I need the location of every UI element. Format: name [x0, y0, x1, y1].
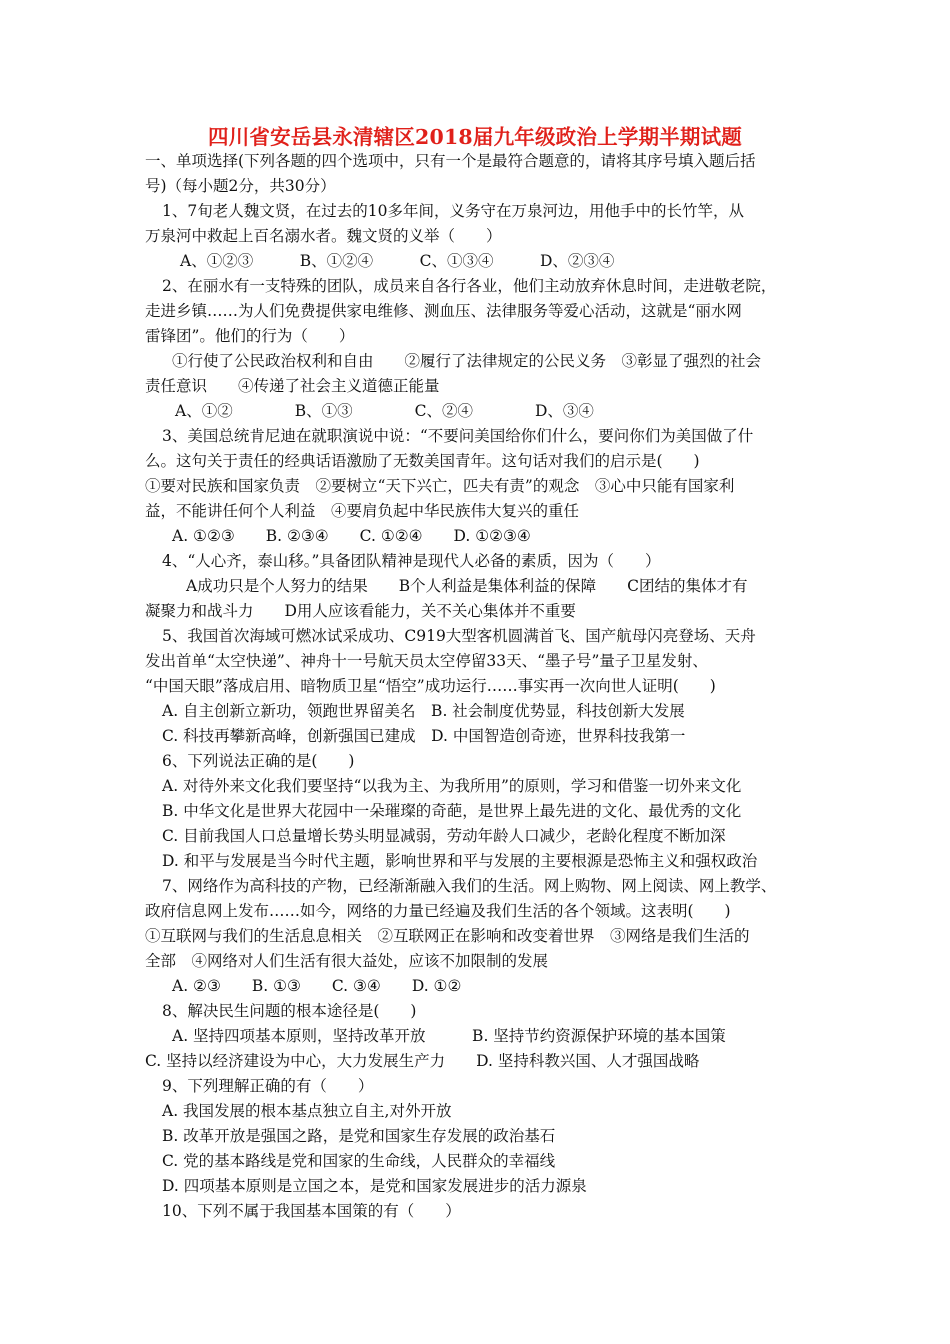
text-line: 6、下列说法正确的是( ): [162, 752, 355, 770]
text-line: 9、下列理解正确的有（ ）: [162, 1077, 374, 1095]
text-line: A. 自主创新立新功，领跑世界留美名 B. 社会制度优势显，科技创新大发展: [162, 702, 685, 720]
text-line: A成功只是个人努力的结果 B个人利益是集体利益的保障 C团结的集体才有: [186, 577, 748, 595]
text-line: A. ①②③ B. ②③④ C. ①②④ D. ①②③④: [172, 527, 531, 545]
text-line: “中国天眼”落成启用、暗物质卫星“悟空”成功运行……事实再一次向世人证明( ): [145, 677, 716, 695]
text-line: B. 中华文化是世界大花园中一朵璀璨的奇葩，是世界上最先进的文化、最优秀的文化: [162, 802, 742, 820]
text-line: 政府信息网上发布……如今，网络的力量已经遍及我们生活的各个领域。这表明( ): [145, 902, 731, 920]
text-line: 1、7旬老人魏文贤，在过去的10多年间，义务守在万泉河边，用他手中的长竹竿，从: [162, 202, 744, 220]
text-line: 雷锋团”。他们的行为（ ）: [145, 327, 355, 345]
text-line: 凝聚力和战斗力 D用人应该看能力，关不关心集体并不重要: [145, 602, 576, 620]
text-line: D. 和平与发展是当今时代主题，影响世界和平与发展的主要根源是恐怖主义和强权政治: [162, 852, 758, 870]
text-line: C. 目前我国人口总量增长势头明显减弱，劳动年龄人口减少，老龄化程度不断加深: [162, 827, 726, 845]
text-line: 4、“人心齐，泰山移。”具备团队精神是现代人必备的素质，因为（ ）: [162, 552, 661, 570]
text-line: ①行使了公民政治权利和自由 ②履行了法律规定的公民义务 ③彰显了强烈的社会: [172, 352, 762, 370]
text-line: ①互联网与我们的生活息息相关 ②互联网正在影响和改变着世界 ③网络是我们生活的: [145, 927, 750, 945]
text-line: 益，不能讲任何个人利益 ④要肩负起中华民族伟大复兴的重任: [145, 502, 580, 520]
text-line: 一、单项选择(下列各题的四个选项中，只有一个是最符合题意的，请将其序号填入题后括: [145, 152, 756, 170]
text-line: 5、我国首次海域可燃冰试采成功、C919大型客机圆满首飞、国产航母闪亮登场、天舟: [162, 627, 756, 645]
text-line: A、①②③ B、①②④ C、①③④ D、②③④: [180, 252, 615, 270]
text-line: C. 坚持以经济建设为中心，大力发展生产力 D. 坚持科教兴国、人才强国战略: [145, 1052, 700, 1070]
text-line: 发出首单“太空快递”、神舟十一号航天员太空停留33天、“墨子号”量子卫星发射、: [145, 652, 708, 670]
text-line: 号)（每小题2分，共30分）: [145, 177, 336, 195]
text-line: A. ②③ B. ①③ C. ③④ D. ①②: [172, 977, 462, 995]
text-line: 7、网络作为高科技的产物，已经渐渐融入我们的生活。网上购物、网上阅读、网上教学、: [162, 877, 777, 895]
text-line: 走进乡镇……为人们免费提供家电维修、测血压、法律服务等爱心活动，这就是“丽水网: [145, 302, 742, 320]
text-line: B. 改革开放是强国之路，是党和国家生存发展的政治基石: [162, 1127, 556, 1145]
text-line: 全部 ④网络对人们生活有很大益处，应该不加限制的发展: [145, 952, 549, 970]
text-line: ①要对民族和国家负责 ②要树立“天下兴亡，匹夫有责”的观念 ③心中只能有国家利: [145, 477, 735, 495]
text-line: A、①② B、①③ C、②④ D、③④: [175, 402, 594, 420]
text-line: 责任意识 ④传递了社会主义道德正能量: [145, 377, 440, 395]
text-line: C. 党的基本路线是党和国家的生命线，人民群众的幸福线: [162, 1152, 556, 1170]
text-line: 2、在丽水有一支特殊的团队，成员来自各行各业，他们主动放弃休息时间，走进敬老院，: [162, 277, 777, 295]
text-line: 10、下列不属于我国基本国策的有（ ）: [162, 1202, 461, 1220]
text-line: A. 对待外来文化我们要坚持“以我为主、为我所用”的原则，学习和借鉴一切外来文化: [162, 777, 742, 795]
text-line: 8、解决民生问题的根本途径是( ): [162, 1002, 417, 1020]
text-line: D. 四项基本原则是立国之本，是党和国家发展进步的活力源泉: [162, 1177, 587, 1195]
text-line: 么。这句关于责任的经典话语激励了无数美国青年。这句话对我们的启示是( ): [145, 452, 700, 470]
text-line: A. 坚持四项基本原则，坚持改革开放 B. 坚持节约资源保护环境的基本国策: [172, 1027, 726, 1045]
text-line: C. 科技再攀新高峰，创新强国已建成 D. 中国智造创奇迹，世界科技我第一: [162, 727, 686, 745]
document-title: 四川省安岳县永清辖区2018届九年级政治上学期半期试题: [208, 125, 742, 149]
text-line: 3、美国总统肯尼迪在就职演说中说：“不要问美国给你们什么，要问你们为美国做了什: [162, 427, 754, 445]
text-line: 万泉河中救起上百名溺水者。魏文贤的义举（ ）: [145, 227, 502, 245]
text-line: A. 我国发展的根本基点独立自主,对外开放: [162, 1102, 452, 1120]
